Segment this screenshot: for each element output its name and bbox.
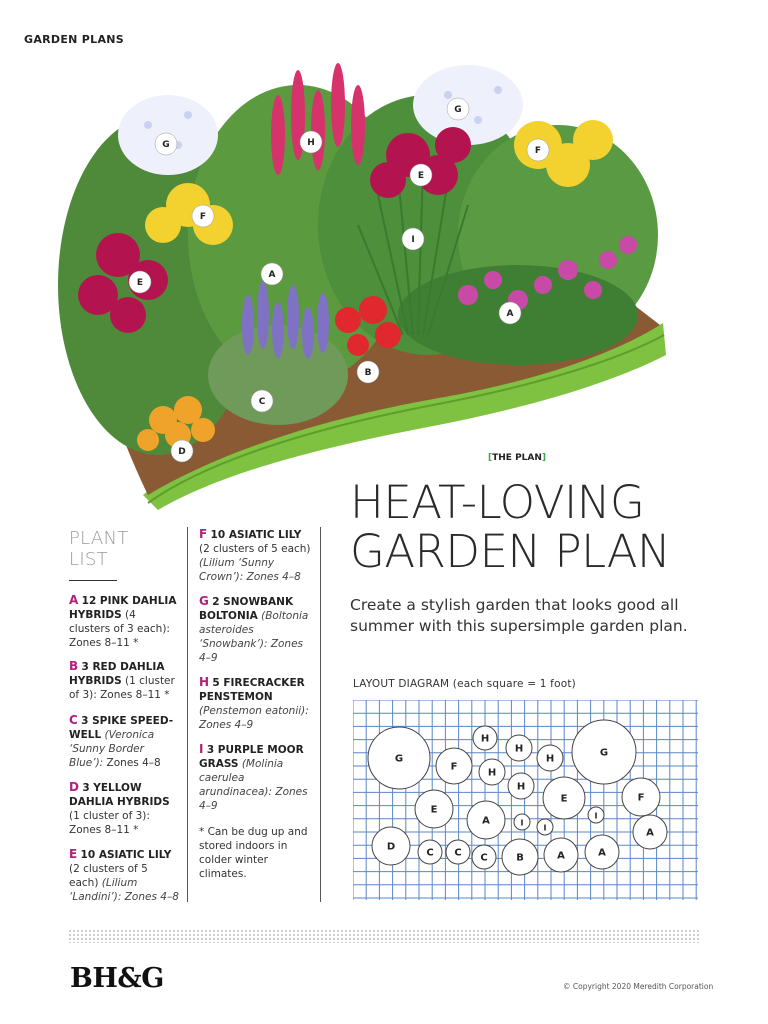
plant-circle-label: F — [637, 792, 645, 804]
plant-name: 3 SPIKE SPEED-WELL — [69, 715, 174, 741]
plant-list-rule — [69, 580, 117, 581]
plant-latin: (Lilium ‘Sunny Crown’): Zones 4–8 — [199, 557, 301, 583]
layout-diagram-label: LAYOUT DIAGRAM (each square = 1 foot) — [353, 678, 576, 690]
plant-list-heading — [69, 528, 129, 570]
callout-label: F — [534, 146, 542, 156]
plant-latin: (Boltonia asteroides ‘Snowbank’): Zones 4–9 — [199, 610, 309, 664]
plant-circle-label: C — [426, 847, 434, 859]
column-divider — [320, 527, 321, 902]
plant-letter: B — [69, 659, 79, 673]
plant-circle-label: G — [599, 747, 609, 759]
plant-list-heading-line-2: LIST — [69, 549, 108, 570]
plant-circle-label: A — [598, 847, 606, 859]
plant-circle-label: H — [545, 753, 555, 765]
page-title-line-1: HEAT-LOVING — [350, 476, 645, 529]
plant-latin: (Lilium ‘Landini’): Zones 4–8 — [69, 877, 179, 903]
plant-detail: (2 clusters of 5 each) — [199, 543, 311, 555]
plant-letter: F — [199, 527, 208, 541]
callout-label: A — [506, 309, 514, 319]
plant-circle-label: I — [543, 823, 547, 833]
page-title — [350, 478, 690, 576]
plant-circle-label: A — [557, 850, 565, 862]
section-label: GARDEN PLANS — [24, 33, 125, 46]
plant-item-a — [69, 593, 179, 650]
plant-name: 12 PINK DAHLIA HYBRIDS — [69, 595, 177, 621]
bhg-logo: BH&G — [70, 963, 164, 994]
garden-illustration — [48, 55, 668, 515]
callout-label: F — [199, 212, 207, 222]
plant-circle-label: H — [514, 743, 524, 755]
callout-label: D — [178, 447, 186, 457]
plant-letter: H — [199, 675, 210, 689]
plant-latin: (Veronica ‘Sunny Border Blue’): — [69, 729, 155, 769]
plant-circle-label: E — [560, 793, 568, 805]
plant-circle-label: F — [450, 761, 458, 773]
callout-label: B — [364, 368, 372, 378]
copyright: © Copyright 2020 Meredith Corporation — [563, 982, 714, 991]
plant-letter: A — [69, 593, 79, 607]
plan-tag-text: THE PLAN — [492, 453, 542, 463]
plant-circle-label: H — [487, 767, 497, 779]
plant-circle-label: D — [386, 841, 396, 853]
plant-circle-label: C — [454, 847, 462, 859]
plant-name: 10 ASIATIC LILY — [210, 529, 302, 541]
plant-circle-label: A — [482, 815, 490, 827]
plan-tag-open-bracket: [ — [488, 453, 493, 463]
callout-label: I — [411, 235, 415, 245]
plant-name: 3 PURPLE MOOR GRASS — [199, 744, 304, 770]
plant-circle-label: I — [520, 818, 524, 828]
plant-letter: I — [199, 742, 204, 756]
plant-name: 3 RED DAHLIA HYBRIDS — [69, 661, 165, 687]
plant-item-i — [199, 742, 314, 813]
footer-divider — [68, 929, 700, 943]
plant-item-d — [69, 780, 179, 837]
column-divider — [187, 527, 188, 902]
plant-circle-label: I — [594, 811, 598, 821]
plant-circle-label: B — [516, 852, 524, 864]
plant-detail: (2 clusters of 5 each) — [69, 863, 148, 889]
footnote: * Can be dug up and stored indoors in colder winter climates. — [199, 826, 308, 880]
plant-letter: C — [69, 713, 78, 727]
page-subtitle: Create a stylish garden that looks good all summer with this supersimple garden plan. — [350, 596, 688, 635]
callout-label: C — [258, 397, 266, 407]
page-title-line-2: GARDEN PLAN — [350, 525, 671, 578]
plant-letter: G — [199, 594, 209, 608]
callout-label: A — [268, 270, 276, 280]
plant-circle-label: H — [480, 733, 490, 745]
plant-letter: E — [69, 847, 78, 861]
plant-name: 3 YELLOW DAHLIA HYBRIDS — [69, 782, 170, 808]
callout-label: H — [307, 138, 315, 148]
callout-label: E — [136, 278, 144, 288]
plant-circle-label: C — [480, 852, 488, 864]
plant-detail: (1 cluster of 3): Zones 8–11 * — [69, 810, 150, 836]
plant-name: 10 ASIATIC LILY — [80, 849, 172, 861]
plant-item-g — [199, 594, 314, 665]
plant-circle-label: A — [646, 827, 654, 839]
plant-name: 5 FIRECRACKER PENSTEMON — [199, 677, 305, 703]
plant-latin: (Molinia caerulea arundinacea): Zones 4–9 — [199, 758, 308, 812]
plant-item-b — [69, 659, 179, 702]
plant-item-f — [199, 527, 314, 584]
plant-detail: (1 cluster of 3): Zones 8–11 * — [69, 675, 175, 701]
plan-tag — [488, 453, 546, 463]
plant-latin: (Penstemon eatonii): Zones 4–9 — [199, 705, 309, 731]
plant-detail: (4 clusters of 3 each): Zones 8–11 * — [69, 609, 170, 649]
plant-item-e — [69, 847, 179, 904]
layout-diagram — [353, 700, 698, 900]
plant-circle-label: G — [394, 753, 404, 765]
plant-detail: Zones 4–8 — [103, 757, 161, 769]
plant-letter: D — [69, 780, 79, 794]
diagram-circles — [368, 720, 667, 875]
plant-item-c — [69, 713, 179, 770]
plant-circle-label: H — [516, 781, 526, 793]
plant-item-h — [199, 675, 314, 732]
plant-name: 2 SNOWBANK BOLTONIA — [199, 596, 294, 622]
callout-label: G — [454, 105, 462, 115]
callout-label: G — [162, 140, 170, 150]
plan-tag-close-bracket: ] — [541, 453, 547, 463]
callout-label: E — [417, 171, 425, 181]
plant-list-heading-line-1: PLANT — [69, 528, 129, 549]
plant-circle-label: E — [430, 804, 438, 816]
